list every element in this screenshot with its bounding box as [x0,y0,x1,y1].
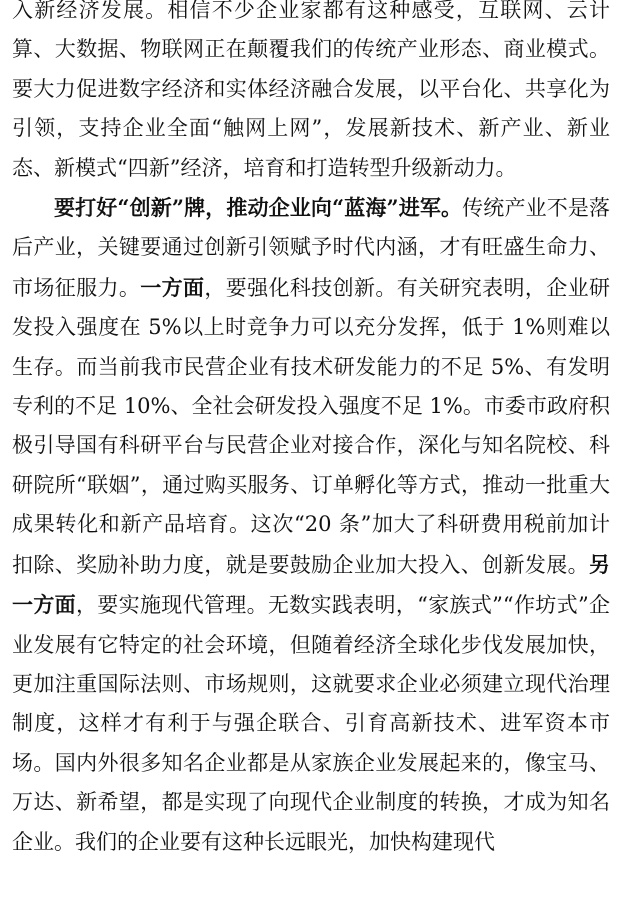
point-two-label: 另一方面 [12,551,610,618]
paragraph-1-text: 入新经济发展。相信不少企业家都有这种感受，互联网、云计算、大数据、物联网正在颠覆我们的传统产业形态、商业模式。要大力促进数字经济和实体经济融合发展，以平台化、共享化为引领，支持企业全面“触网上网”，发展新技术、新产业、新业态、新模式“四新”经济，培育和打造转型升级新动力。 [12,0,610,180]
paragraph-2-text-a: 传统产业不是落后产业，关键要通过创新引领赋予时代内涵，才有旺盛生命力、市场征服力。 [12,196,610,300]
paragraph-1 [12,0,610,188]
point-one-label: 一方面 [140,274,205,300]
paragraph-2-text-b: ，要强化科技创新。有关研究表明，企业研发投入强度在 5%以上时竞争力可以充分发挥，低于 1%则难以生存。而当前我市民营企业有技术研发能力的不足 5%、有发明专利的不足 10%、全社会研发投入强度不足 1%。市委市政府积极引导国有科研平台与民营企业对接合作，深化与知名院校、科研院所“联姻”，通过购买服务、订单孵化等方式，推动一批重大成果转化和新产品培育。这次“20 条”加大了科研费用税前加计扣除、奖励补助力度，就是要鼓励企业加大投入、创新发展。 [12,275,611,577]
section-heading: 要打好“创新”牌，推动企业向“蓝海”进军。 [54,195,463,221]
paragraph-2 [12,188,610,862]
paragraph-2-text-c: ，要实施现代管理。无数实践表明，“家族式”“作坊式”企业发展有它特定的社会环境，但随着经济全球化步伐发展加快，更加注重国际法则、市场规则，这就要求企业必须建立现代治理制度，这样才有利于与强企联合、引育高新技术、进军资本市场。国内外很多知名企业都是从家族企业发展起来的，像宝马、万达、新希望，都是实现了向现代企业制度的转换，才成为知名企业。我们的企业要有这种长远眼光，加快构建现代 [12,593,611,854]
